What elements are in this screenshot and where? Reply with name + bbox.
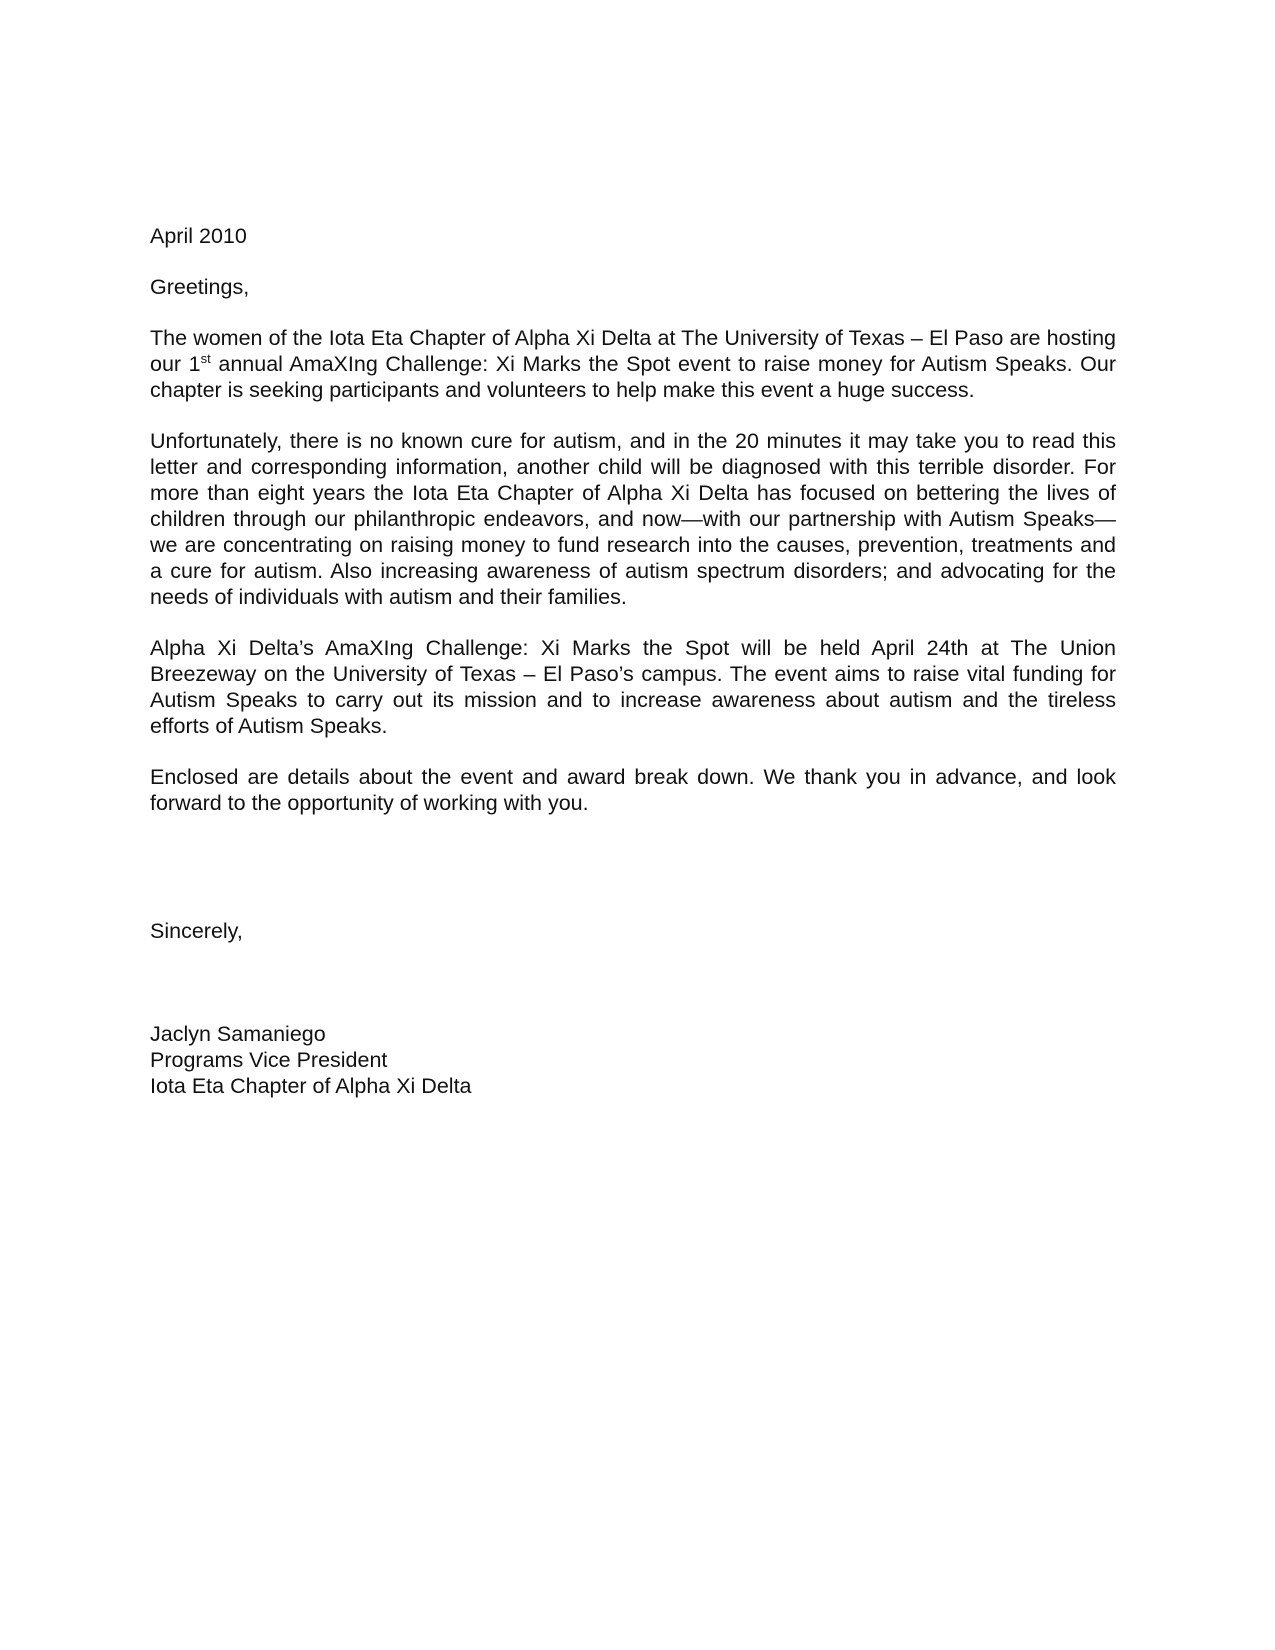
paragraph-introduction: [150, 325, 1116, 403]
paragraph-event-details: Alpha Xi Delta’s AmaXIng Challenge: Xi Marks the Spot will be held April 24th at The Union Breezeway on the University of Texas – El Paso’s campus. The event aims to raise vital funding for Autism Speaks to carry out its mission and to increase awareness about autism and the tireless efforts of Autism Speaks.: [150, 636, 1116, 738]
letter-body: [150, 223, 1116, 1099]
signer-name: Jaclyn Samaniego: [150, 1022, 326, 1046]
letter-greeting: Greetings,: [150, 275, 250, 299]
signature-block: [150, 1021, 1116, 1099]
paragraph-enclosure-thanks: Enclosed are details about the event and award break down. We thank you in advance, and look forward to the opportunity of working with you.: [150, 765, 1116, 815]
signer-title: Programs Vice President: [150, 1048, 388, 1072]
signer-organization: Iota Eta Chapter of Alpha Xi Delta: [150, 1074, 472, 1098]
paragraph-introduction-text-end: annual AmaXIng Challenge: Xi Marks the Spot event to raise money for Autism Speaks. Our chapter is seeking participants and volunteers to help make this event a huge success.: [150, 352, 1116, 402]
letter-date: April 2010: [150, 224, 247, 248]
paragraph-introduction-text-start: The women of the Iota Eta Chapter of Alpha Xi Delta at The University of Texas – El Paso are hosting our 1: [150, 326, 1116, 376]
letter-closing: Sincerely,: [150, 919, 243, 943]
ordinal-superscript: st: [200, 350, 211, 366]
paragraph-autism-mission: Unfortunately, there is no known cure for autism, and in the 20 minutes it may take you to read this letter and corresponding information, another child will be diagnosed with this terrible disorder. For more than eight years the Iota Eta Chapter of Alpha Xi Delta has focused on bettering the lives of children through our philanthropic endeavors, and now—with our partnership with Autism Speaks—we are concentrating on raising money to fund research into the causes, prevention, treatments and a cure for autism. Also increasing awareness of autism spectrum disorders; and advocating for the needs of individuals with autism and their families.: [150, 429, 1116, 609]
